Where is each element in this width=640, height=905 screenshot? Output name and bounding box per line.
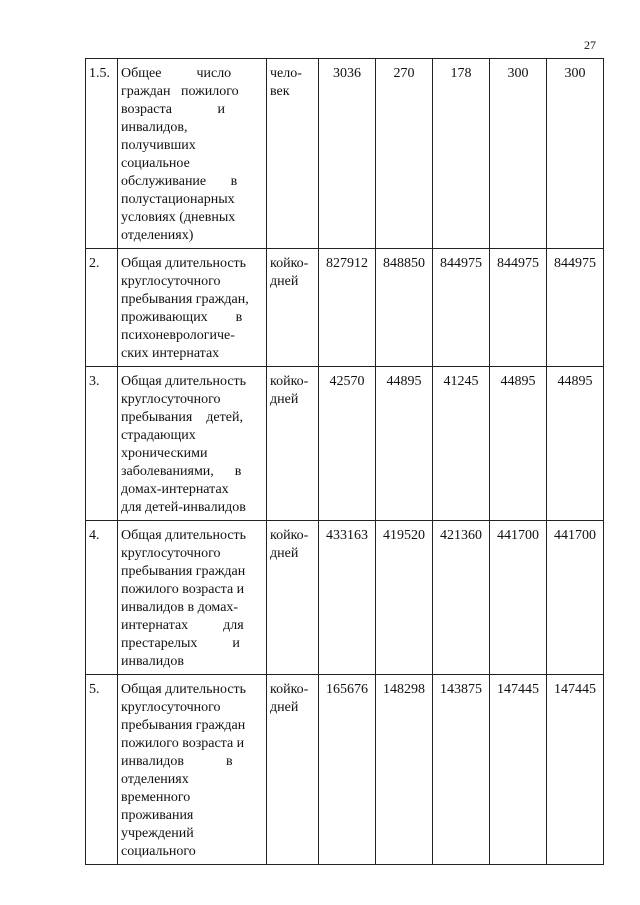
value-cell: 3036 xyxy=(319,59,376,249)
value-cell: 44895 xyxy=(547,367,604,521)
description-line: круглосуточного xyxy=(121,700,221,715)
description-line: инвалидов в домах- xyxy=(121,600,239,615)
value-cell: 433163 xyxy=(319,521,376,675)
row-number: 2. xyxy=(86,249,118,367)
value-cell: 44895 xyxy=(490,367,547,521)
unit-line: дней xyxy=(270,274,299,289)
value-cell: 844975 xyxy=(490,249,547,367)
description-line: для детей-инвалидов xyxy=(121,500,246,515)
value-cell: 441700 xyxy=(547,521,604,675)
data-table xyxy=(85,58,604,865)
value-cell: 300 xyxy=(490,59,547,249)
value-cell: 143875 xyxy=(433,675,490,865)
unit-line: койко- xyxy=(270,256,309,271)
description-line: ских интернатах xyxy=(121,346,220,361)
indicator-description xyxy=(118,59,267,249)
description-line: Общая длительность xyxy=(121,256,247,271)
description-line: хроническими xyxy=(121,446,208,461)
description-line: пребывания граждан xyxy=(121,564,246,579)
indicator-description xyxy=(118,675,267,865)
description-line: полустационарных xyxy=(121,192,235,207)
description-line: круглосуточного xyxy=(121,546,221,561)
value-cell: 827912 xyxy=(319,249,376,367)
row-number: 1.5. xyxy=(86,59,118,249)
indicator-description xyxy=(118,249,267,367)
description-line: временного xyxy=(121,790,191,805)
description-line: Общая длительность xyxy=(121,682,247,697)
description-line: Общая длительность xyxy=(121,374,247,389)
description-line: получивших xyxy=(121,138,196,153)
value-cell: 165676 xyxy=(319,675,376,865)
unit-of-measure xyxy=(267,367,319,521)
description-line: пребывания граждан, xyxy=(121,292,249,307)
description-line: психоневрологиче- xyxy=(121,328,235,343)
value-cell: 441700 xyxy=(490,521,547,675)
unit-of-measure xyxy=(267,675,319,865)
description-line: учреждений xyxy=(121,826,194,841)
value-cell: 419520 xyxy=(376,521,433,675)
value-cell: 42570 xyxy=(319,367,376,521)
description-line: интернатах для xyxy=(121,618,244,633)
description-line: круглосуточного xyxy=(121,274,221,289)
unit-line: дней xyxy=(270,546,299,561)
unit-line: койко- xyxy=(270,374,309,389)
unit-line: дней xyxy=(270,392,299,407)
description-line: Общее число xyxy=(121,66,232,81)
description-line: инвалидов xyxy=(121,654,184,669)
row-number: 3. xyxy=(86,367,118,521)
value-cell: 148298 xyxy=(376,675,433,865)
description-line: страдающих xyxy=(121,428,196,443)
description-line: социальное xyxy=(121,156,190,171)
value-cell: 178 xyxy=(433,59,490,249)
table-row xyxy=(86,521,604,675)
description-line: инвалидов, xyxy=(121,120,188,135)
row-number: 4. xyxy=(86,521,118,675)
description-line: проживающих в xyxy=(121,310,243,325)
indicator-description xyxy=(118,521,267,675)
unit-line: век xyxy=(270,84,290,99)
description-line: инвалидов в xyxy=(121,754,233,769)
description-line: пребывания детей, xyxy=(121,410,243,425)
value-cell: 848850 xyxy=(376,249,433,367)
description-line: пожилого возраста и xyxy=(121,736,245,751)
table-body xyxy=(86,59,604,865)
value-cell: 844975 xyxy=(547,249,604,367)
unit-of-measure xyxy=(267,249,319,367)
table-row xyxy=(86,249,604,367)
value-cell: 44895 xyxy=(376,367,433,521)
description-line: отделениях) xyxy=(121,228,194,243)
description-line: социального xyxy=(121,844,196,859)
table-row xyxy=(86,367,604,521)
description-line: престарелых и xyxy=(121,636,240,651)
description-line: возраста и xyxy=(121,102,225,117)
value-cell: 147445 xyxy=(490,675,547,865)
description-line: отделениях xyxy=(121,772,189,787)
description-line: домах-интернатах xyxy=(121,482,229,497)
unit-of-measure xyxy=(267,521,319,675)
description-line: обслуживание в xyxy=(121,174,238,189)
unit-line: койко- xyxy=(270,528,309,543)
unit-of-measure xyxy=(267,59,319,249)
unit-line: койко- xyxy=(270,682,309,697)
table-row xyxy=(86,59,604,249)
description-line: пожилого возраста и xyxy=(121,582,245,597)
description-line: граждан пожилого xyxy=(121,84,239,99)
unit-line: чело- xyxy=(270,66,302,81)
unit-line: дней xyxy=(270,700,299,715)
description-line: условиях (дневных xyxy=(121,210,236,225)
description-line: Общая длительность xyxy=(121,528,247,543)
row-number: 5. xyxy=(86,675,118,865)
table-row xyxy=(86,675,604,865)
description-line: проживания xyxy=(121,808,194,823)
value-cell: 147445 xyxy=(547,675,604,865)
page-number: 27 xyxy=(584,38,596,52)
description-line: круглосуточного xyxy=(121,392,221,407)
value-cell: 844975 xyxy=(433,249,490,367)
description-line: пребывания граждан xyxy=(121,718,246,733)
value-cell: 421360 xyxy=(433,521,490,675)
value-cell: 270 xyxy=(376,59,433,249)
description-line: заболеваниями, в xyxy=(121,464,242,479)
indicator-description xyxy=(118,367,267,521)
value-cell: 300 xyxy=(547,59,604,249)
value-cell: 41245 xyxy=(433,367,490,521)
